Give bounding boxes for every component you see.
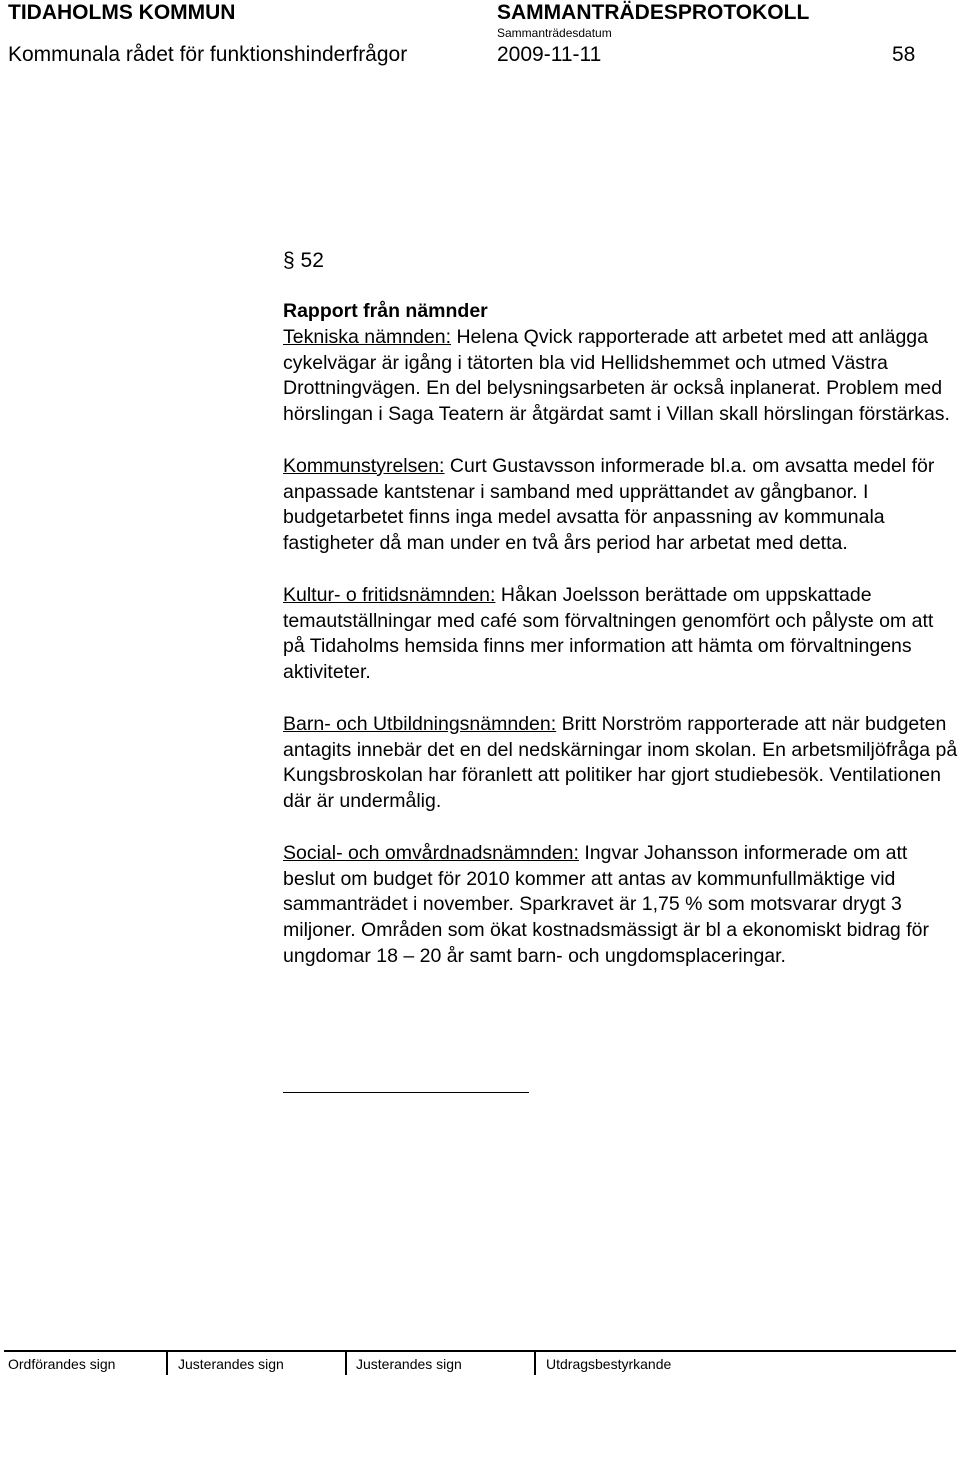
committee-label: Kultur- o fritidsnämnden: bbox=[283, 583, 496, 606]
meeting-date: 2009-11-11 bbox=[497, 43, 602, 66]
signature-extract-certifier: Utdragsbestyrkande bbox=[546, 1356, 672, 1372]
report-education-committee bbox=[283, 712, 958, 815]
footer-divider bbox=[166, 1351, 168, 1375]
document-type: SAMMANTRÄDESPROTOKOLL bbox=[497, 1, 810, 24]
organization-name: TIDAHOLMS KOMMUN bbox=[8, 1, 236, 24]
committee-name: Kommunala rådet för funktionshinderfrågor bbox=[8, 43, 408, 66]
committee-label: Barn- och Utbildningsnämnden: bbox=[283, 712, 557, 735]
report-culture-committee bbox=[283, 583, 958, 686]
page-number: 58 bbox=[892, 43, 916, 66]
report-text: Helena Qvick rapporterade att arbetet med att anlägga cykelvägar är igång i tätorten bla vid Hellidshemmet och utmed Västra Drottningvägen. En del belysningsarbeten är också inplanerat. Problem med hörslingan i Saga Teatern är åtgärdat samt i Villan skall hörslingan förstärkas. bbox=[283, 325, 950, 426]
section-body bbox=[283, 299, 958, 970]
committee-label: Kommunstyrelsen: bbox=[283, 454, 445, 477]
report-municipal-board bbox=[283, 454, 958, 557]
section-number: § 52 bbox=[283, 249, 324, 272]
signature-chair: Ordförandes sign bbox=[8, 1356, 116, 1372]
report-technical-committee bbox=[283, 325, 958, 428]
signature-adjuster-2: Justerandes sign bbox=[356, 1356, 462, 1372]
report-text: Curt Gustavsson informerade bl.a. om avsatta medel för anpassade kantstenar i samband med upprättandet av gångbanor. I budgetarbetet finns inga medel avsatta för anpassning av kommunala fastigheter då man under en två års period har arbetat med detta. bbox=[283, 454, 935, 555]
footer-divider bbox=[534, 1351, 536, 1375]
report-text: Ingvar Johansson informerade om att beslut om budget för 2010 kommer att antas av kommunfullmäktige vid sammanträdet i november. Sparkravet är 1,75 % som motsvarar drygt 3 miljoner. Områden som ökat kostnadsmässigt är bl a ekonomiskt bidrag för ungdomar 18 – 20 år samt barn- och ungdomsplaceringar. bbox=[283, 841, 929, 967]
committee-label: Tekniska nämnden: bbox=[283, 325, 452, 348]
signature-adjuster-1: Justerandes sign bbox=[178, 1356, 284, 1372]
report-text: Britt Norström rapporterade att när budgeten antagits innebär det en del nedskärningar inom skolan. En arbetsmiljöfråga på Kungsbroskolan har föranlett att politiker har gjort studiebesök. Ventilationen där är undermålig. bbox=[283, 712, 958, 813]
footer-divider bbox=[345, 1351, 347, 1375]
date-caption: Sammanträdesdatum bbox=[497, 26, 612, 40]
closing-rule bbox=[283, 1092, 529, 1093]
report-text: Håkan Joelsson berättade om uppskattade temautställningar med café som förvaltningen genomfört och pålyste om att på Tidaholms hemsida finns mer information att hämta om förvaltningens aktiviteter. bbox=[283, 583, 934, 684]
footer-rule bbox=[4, 1350, 956, 1352]
committee-label: Social- och omvårdnadsnämnden: bbox=[283, 841, 579, 864]
section-title: Rapport från nämnder bbox=[283, 300, 488, 322]
report-social-committee bbox=[283, 841, 958, 970]
